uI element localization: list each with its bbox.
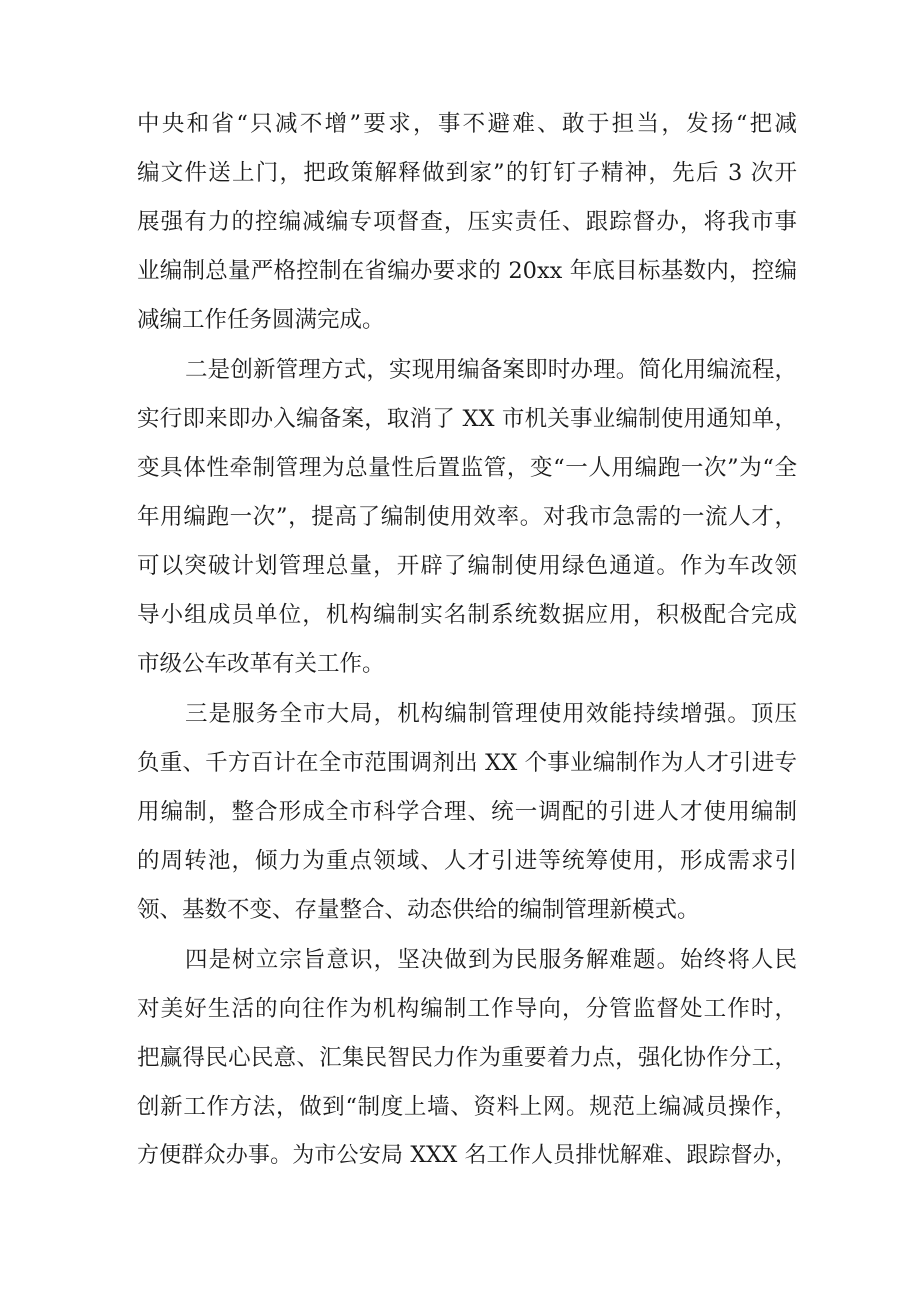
paragraph-4-line-5: 方便群众办事。为市公安局 XXX 名工作人员排忧解难、跟踪督办， <box>137 1143 797 1168</box>
paragraph-4-line-2: 对美好生活的向往作为机构编制工作导向，分管监督处工作时， <box>137 996 797 1022</box>
paragraph-1-line-4: 业编制总量严格控制在省编办要求的 20xx 年底目标基数内，控编 <box>137 258 797 284</box>
paragraph-1-line-5: 减编工作任务圆满完成。 <box>137 307 385 333</box>
paragraph-3-line-1: 三是服务全市大局，机构编制管理使用效能持续增强。顶压 <box>185 701 797 727</box>
paragraph-1-line-2: 编文件送上门，把政策解释做到家”的钉钉子精神，先后 3 次开 <box>137 160 797 186</box>
paragraph-4-line-3: 把赢得民心民意、汇集民智民力作为重要着力点，强化协作分工， <box>137 1045 797 1071</box>
paragraph-2-line-7: 市级公车改革有关工作。 <box>137 651 385 677</box>
paragraph-2-line-6: 导小组成员单位，机构编制实名制系统数据应用，积极配合完成 <box>137 602 797 628</box>
paragraph-3-line-4: 的周转池，倾力为重点领域、人才引进等统筹使用，形成需求引 <box>137 848 797 874</box>
paragraph-2-line-4: 年用编跑一次”，提高了编制使用效率。对我市急需的一流人才， <box>137 504 797 530</box>
paragraph-2-line-1: 二是创新管理方式，实现用编备案即时办理。简化用编流程， <box>185 357 797 383</box>
paragraph-2-line-2: 实行即来即办入编备案，取消了 XX 市机关事业编制使用通知单， <box>137 406 797 432</box>
paragraph-4-line-1: 四是树立宗旨意识，坚决做到为民服务解难题。始终将人民 <box>185 947 797 973</box>
paragraph-2-line-5: 可以突破计划管理总量，开辟了编制使用绿色通道。作为车改领 <box>137 553 797 579</box>
paragraph-1-line-1: 中央和省“只减不增”要求，事不避难、敢于担当，发扬“把减 <box>137 111 797 137</box>
paragraph-3-line-5: 领、基数不变、存量整合、动态供给的编制管理新模式。 <box>137 897 700 923</box>
paragraph-2-line-3: 变具体性牵制管理为总量性后置监管，变“一人用编跑一次”为“全 <box>137 455 797 481</box>
paragraph-3-line-2: 负重、千方百计在全市范围调剂出 XX 个事业编制作为人才引进专 <box>137 750 797 776</box>
paragraph-1-line-3: 展强有力的控编减编专项督查，压实责任、跟踪督办，将我市事 <box>137 209 797 235</box>
paragraph-3-line-3: 用编制，整合形成全市科学合理、统一调配的引进人才使用编制 <box>137 799 797 825</box>
paragraph-4-line-4: 创新工作方法，做到“制度上墙、资料上网。规范上编减员操作， <box>137 1094 797 1120</box>
